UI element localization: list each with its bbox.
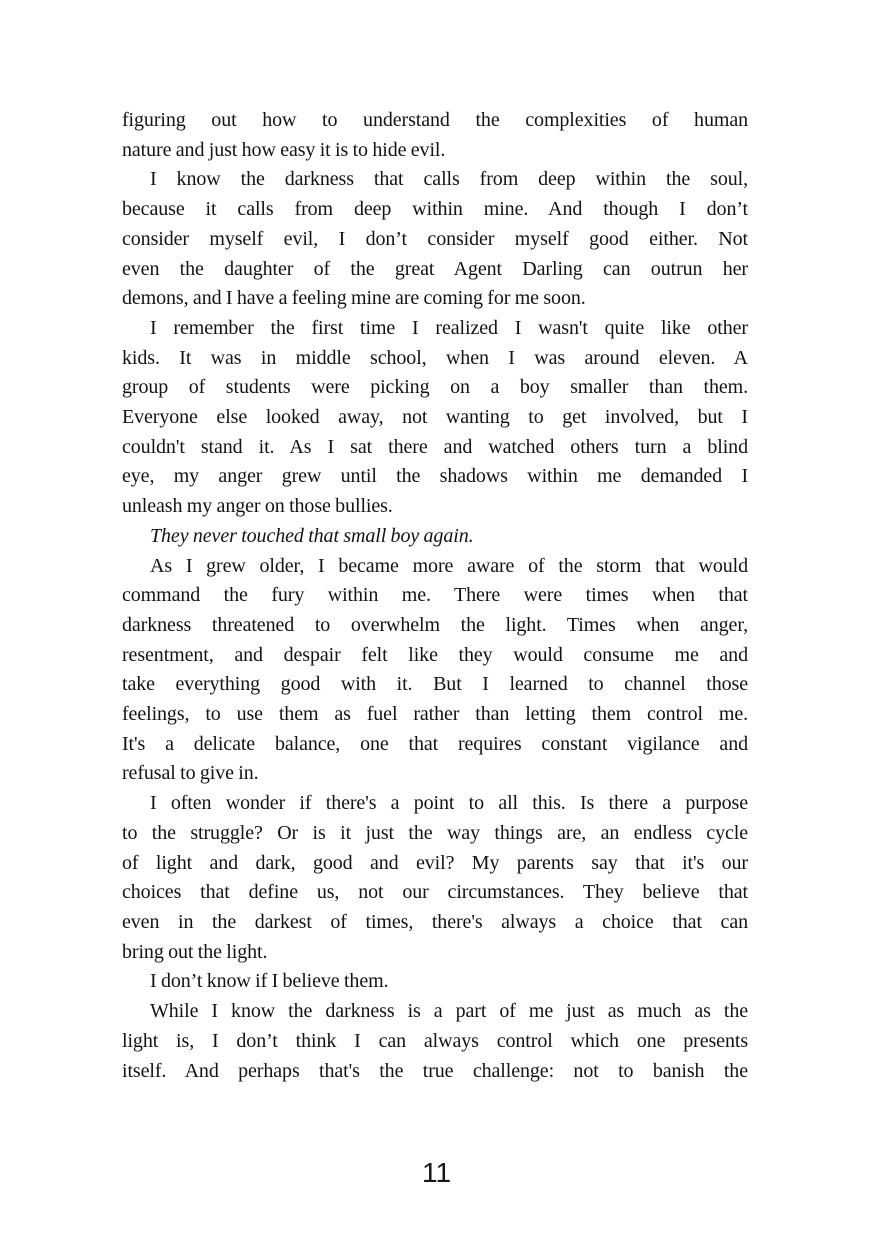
text-line: group of students were picking on a boy smaller than them. — [122, 376, 748, 399]
text-line: refusal to give in. — [122, 762, 259, 785]
text-line: I don’t know if I believe them. — [150, 970, 389, 993]
text-line: couldn't stand it. As I sat there and watched others turn a blind — [122, 435, 748, 458]
text-line: because it calls from deep within mine. And though I don’t — [122, 198, 748, 221]
text-line: While I know the darkness is a part of me just as much as the — [150, 1000, 748, 1023]
text-line: unleash my anger on those bullies. — [122, 495, 393, 518]
text-line: I know the darkness that calls from deep within the soul, — [150, 168, 748, 191]
text-line: As I grew older, I became more aware of the storm that would — [150, 554, 748, 577]
text-line: I remember the first time I realized I wasn't quite like other — [150, 316, 748, 339]
text-line: of light and dark, good and evil? My parents say that it's our — [122, 851, 748, 874]
text-line: Everyone else looked away, not wanting to get involved, but I — [122, 406, 748, 429]
text-line: take everything good with it. But I learned to channel those — [122, 673, 748, 696]
text-line: choices that define us, not our circumstances. They believe that — [122, 881, 748, 904]
text-line: feelings, to use them as fuel rather than letting them control me. — [122, 703, 748, 726]
text-line: It's a delicate balance, one that requires constant vigilance and — [122, 732, 748, 755]
text-line: bring out the light. — [122, 940, 268, 963]
page-text — [122, 106, 748, 1086]
text-line: light is, I don’t think I can always control which one presents — [122, 1029, 748, 1052]
text-line: even in the darkest of times, there's always a choice that can — [122, 910, 748, 933]
text-line: figuring out how to understand the complexities of human — [122, 109, 748, 131]
text-line: consider myself evil, I don’t consider myself good either. Not — [122, 227, 748, 250]
text-line: command the fury within me. There were times when that — [122, 584, 748, 607]
text-line: nature and just how easy it is to hide evil. — [122, 138, 446, 161]
text-line: eye, my anger grew until the shadows within me demanded I — [122, 465, 748, 488]
page-number: 11 — [421, 1157, 452, 1188]
text-line: darkness threatened to overwhelm the light. Times when anger, — [122, 613, 748, 636]
text-line: I often wonder if there's a point to all this. Is there a purpose — [150, 792, 748, 815]
text-line: kids. It was in middle school, when I was around eleven. A — [122, 346, 748, 369]
text-line: even the daughter of the great Agent Darling can outrun her — [122, 257, 748, 280]
text-line: demons, and I have a feeling mine are coming for me soon. — [122, 287, 586, 310]
text-line: itself. And perhaps that's the true challenge: not to banish the — [122, 1059, 748, 1082]
text-line: to the struggle? Or is it just the way things are, an endless cycle — [122, 821, 748, 844]
text-line: resentment, and despair felt like they would consume me and — [122, 643, 748, 666]
text-line: They never touched that small boy again. — [150, 524, 474, 547]
